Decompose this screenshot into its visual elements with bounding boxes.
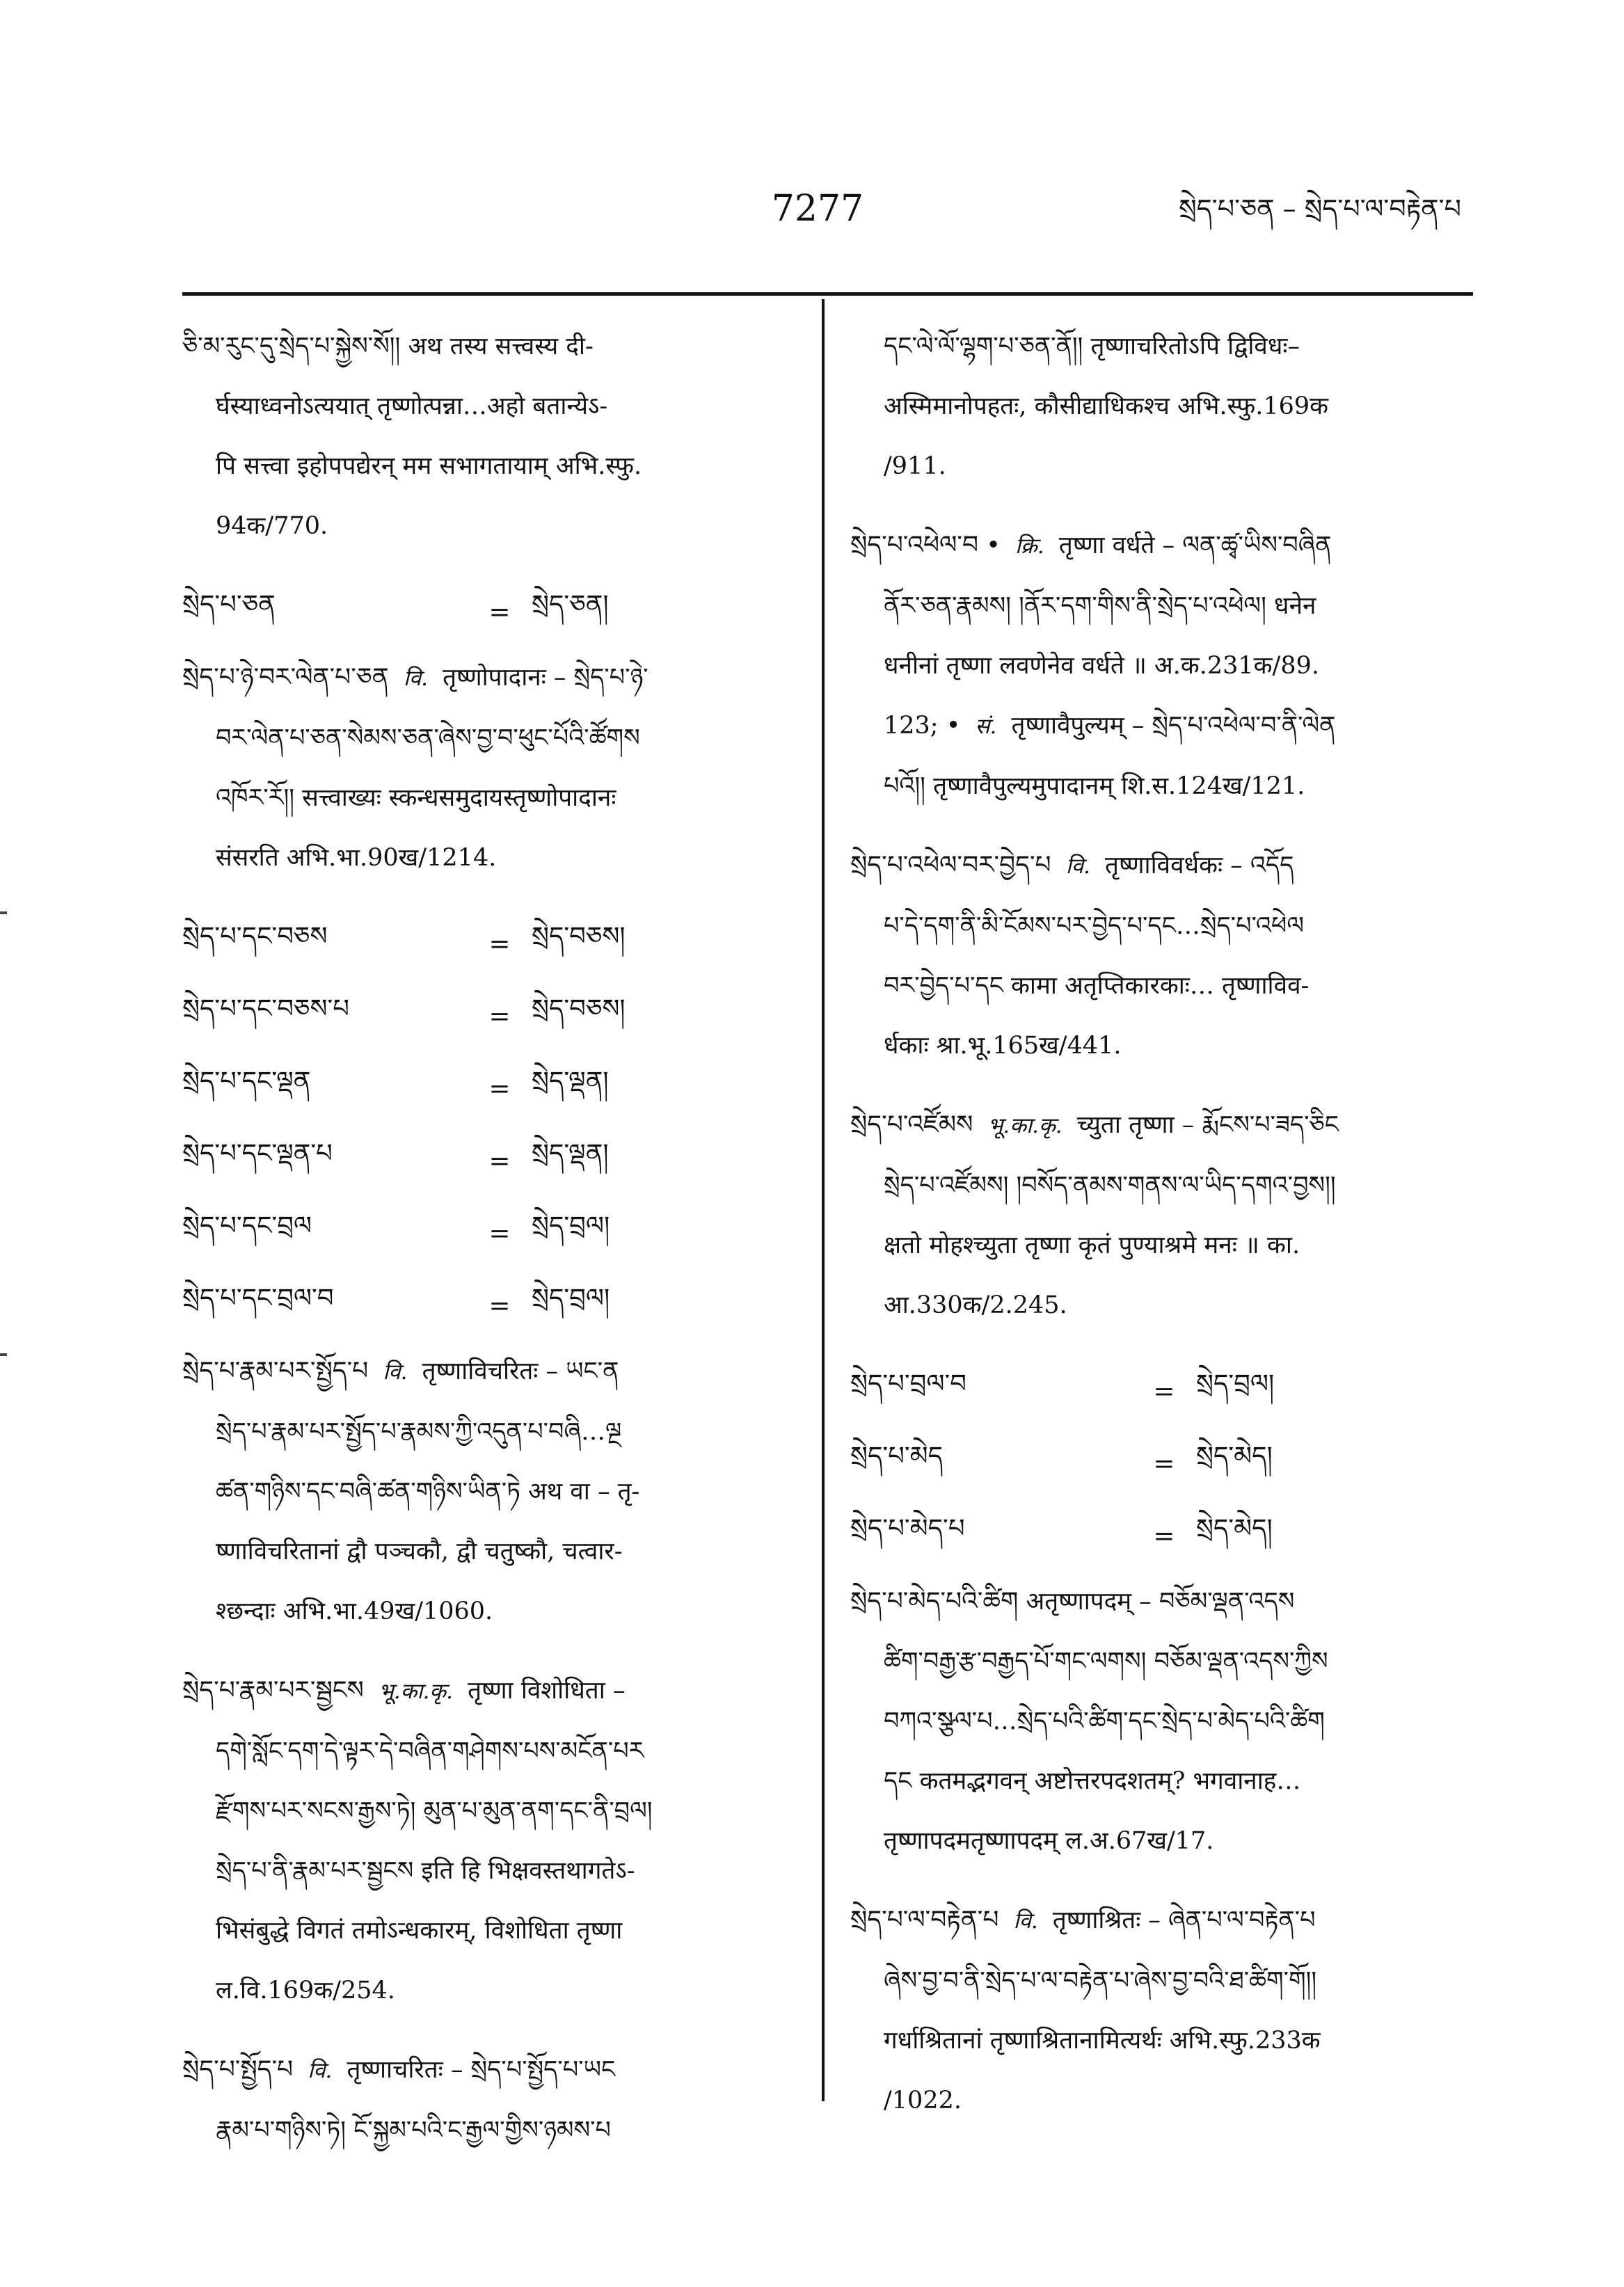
tibetan-citation: ཞེན་པ་ལ་བརྟེན་པ [1168,1906,1316,1934]
equals-sign: = [1153,1520,1175,1551]
dictionary-entry [850,1890,1473,2130]
entry-first-line [850,516,1473,576]
scan-edge-mark-top [0,911,7,914]
running-head: སྲེད་པ་ཅན – སྲེད་པ་ལ་བརྟེན་པ [1179,193,1461,224]
tibetan-citation: ཡང་ན [566,1357,619,1385]
headword: སྲེད་པ་ཉེ་བར་ལེན་པ་ཅན [182,663,389,692]
sanskrit-definition: च्युता तृष्णा – [1076,1111,1195,1139]
entry-line: པའོ།། तृष्णावैपुल्यमुपादानम् शि.स.124ख/121. [884,772,1305,800]
dictionary-entry [850,516,1473,816]
sanskrit-definition: तृष्णावैपुल्यम् – [1011,712,1145,740]
cross-reference-row [182,980,802,1052]
entry-continuation [182,317,802,556]
grammar-label: वि. [1013,1909,1038,1934]
headword: སྲེད་པ་འཛོམས [850,1110,973,1139]
sanskrit-definition: तृष्णोपादानः – [443,664,566,692]
grammar-label: वि. [403,666,428,691]
equals-sign: = [488,1290,511,1321]
entry-line: ཅི་མ་རུང་དུ་སྲེད་པ་སྐྱེས་སོ།། अथ तस्य सत्त्वस्य दी- [182,333,594,360]
entry-line: དགེ་སློང་དག་དེ་ལྟར་དེ་བཞིན་གཤེགས་པས་མངོན་པར [216,1737,644,1765]
grammar-label: भू.का.कृ. [987,1113,1062,1138]
entry-first-line [850,1572,1473,1632]
grammar-label: वि. [308,2058,333,2083]
cross-reference-row [850,1499,1473,1572]
entry-line: आ.330क/2.245. [884,1291,1067,1319]
left-column [182,317,802,2180]
grammar-label: वि. [383,1360,408,1385]
entry-line: अस्मिमानोपहतः, कौसीद्याधिकश्च अभि.स्फु.169क [884,392,1328,420]
headword: སྲེད་པ་མེད་པ [850,1513,965,1543]
entry-line: སྲེད་པ་རྣམ་པར་སྤྱོད་པ་རྣམས་ཀྱི་འདུན་པ་བཞི…ལྔ [216,1418,622,1446]
entry-line: गर्धाश्रितानां तृष्णाश्रितानामित्यर्थः अभि.स्फु.233क [884,2027,1321,2055]
cross-reference-target: སྲེད་ལྡན། [532,1138,609,1168]
sanskrit-definition: तृष्णा विशोधिता – [468,1677,626,1705]
tibetan-citation: སྲེད་པ་ཉེ་ [573,664,648,692]
dictionary-entry [182,1341,802,1641]
tibetan-citation: ལན་ཚྭ་ཡིས་བཞིན [1182,532,1332,559]
equals-sign: = [488,1073,511,1103]
equals-sign: = [488,928,511,959]
entry-line: ཚིག་བརྒྱ་རྩ་བརྒྱད་པོ་གང་ལགས། བཅོམ་ལྡན་འདས་ཀྱིས [884,1648,1328,1675]
entry-line: पि सत्त्वा इहोपपद्येरन् मम सभागतायाम् अभि.स्फु. [216,452,642,480]
grammar-label: वि. [1065,854,1090,879]
sanskrit-definition: तृष्णाचरितः – [347,2056,463,2084]
sanskrit-definition: तृष्णाविवर्धकः – [1105,852,1243,879]
equals-sign: = [488,596,511,627]
page-number: 7277 [771,188,864,230]
entry-line: བཀའ་སྩལ་པ…སྲེད་པའི་ཚིག་དང་སྲེད་པ་མེད་པའི་ཚིག [884,1707,1325,1735]
headword: སྲེད་པ་མེད [850,1441,944,1471]
headword: སྲེད་པ་དང་བཅས [182,921,328,951]
headword: སྲེད་པ་དང་ལྡན་པ [182,1138,333,1168]
entry-line: རྫོགས་པར་སངས་རྒྱས་ཏེ། མུན་པ་མུན་ནག་དང་ནི་བྲལ། [216,1797,653,1825]
entry-line: क्षतो मोहश्च्युता तृष्णा कृतं पुण्याश्रमे मनः ॥ का. [884,1232,1300,1259]
entry-line: तृष्णापदमतृष्णापदम् ल.अ.67ख/17. [884,1827,1214,1855]
entry-line: र्घस्याध्वनोऽत्ययात् तृष्णोत्पन्ना…अहो बतान्येऽ- [216,392,608,420]
entry-line: ष्णाविचरितानां द्वौ पञ्चकौ, द्वौ चतुष्कौ, चत्वार- [216,1538,623,1565]
entry-line: སྲེད་པ་ནི་རྣམ་པར་སྦྱངས इति हि भिक्षवस्तथागतेऽ- [216,1857,635,1885]
tibetan-citation: བཅོམ་ལྡན་འདས [1159,1588,1295,1616]
headword: སྲེད་པ་ཅན [182,589,276,619]
cross-reference-row [182,1197,802,1269]
entry-line: श्छन्दाः अभि.भा.49ख/1060. [216,1597,493,1625]
entry-line: ཞེས་བྱ་བ་ནི་སྲེད་པ་ལ་བརྟེན་པ་ཞེས་བྱ་བའི་ཐ་ཚིག་གོ།། [884,1967,1317,1995]
cross-reference-target: སྲེད་ལྡན། [532,1066,609,1096]
column-divider [822,299,825,2101]
grammar-label: भू.का.कृ. [378,1679,453,1704]
entry-line: རྣམ་པ་གཉིས་ཏེ། ངོ་སྐྱམ་པའི་ང་རྒྱལ་གྱིས་ཉམས་པ [216,2117,611,2144]
cross-reference-row [850,1355,1473,1427]
entry-first-line [182,1341,802,1402]
entry-continuation [850,317,1473,496]
cross-reference-row [182,575,802,648]
reference-continuation: 123; [884,712,939,740]
grammar-label: क्रि. [1015,534,1044,559]
entry-first-line [182,648,802,708]
tibetan-citation: རྨོངས་པ་ཟད་ཅིང [1202,1111,1339,1139]
entry-line: ཚན་གཉིས་དང་བཞི་ཚན་གཉིས་ཡིན་ཏེ अथ वा – तृ- [216,1478,640,1506]
cross-reference-target: སྲེད་བྲལ། [532,1283,610,1313]
entry-line [850,696,1473,756]
headword: སྲེད་པ་རྣམ་པར་སྤྱོད་པ [182,1357,369,1385]
tibetan-citation: འདོད [1250,852,1294,879]
entry-line: धनीनां तृष्णा लवणेनेव वर्धते ॥ अ.क.231क/89. [884,652,1320,680]
cross-reference-list [182,907,802,1341]
sanskrit-definition: तृष्णाश्रितः – [1052,1906,1161,1934]
tibetan-citation: སྲེད་པ་འཕེལ་བ་ནི་ལེན [1152,712,1336,740]
entry-line: ल.वि.169क/254. [216,1977,395,2005]
entry-line: བར་ལེན་པ་ཅན་སེམས་ཅན་ཞེས་བྱ་བ་ཕུང་པོའི་ཚོགས [216,724,640,752]
entry-line: བར་བྱེད་པ་དང कामा अतृप्तिकारकाः… तृष्णाविव- [884,972,1309,1000]
equals-sign: = [1153,1448,1175,1479]
sanskrit-definition: अतृष्णापदम् – [1026,1588,1152,1616]
dictionary-entry [182,2040,802,2160]
headword: སྲེད་པ་དང་བྲལ་བ [182,1283,334,1313]
entry-line: भिसंबुद्धे विगतं तमोऽन्धकारम्, विशोधिता तृष्णा [216,1917,623,1945]
cross-reference-row [182,1269,802,1341]
equals-sign: = [488,1145,511,1176]
cross-reference-list [850,1355,1473,1572]
header-rule [182,292,1473,296]
dictionary-entry [850,1095,1473,1335]
cross-reference-row [182,1124,802,1197]
entry-line: संसरति अभि.भा.90ख/1214. [216,844,497,872]
cross-reference-target: སྲེད་མེད། [1196,1513,1273,1543]
entry-line: པ་དེ་དག་ནི་མི་ངོམས་པར་བྱེད་པ་དང…སྲེད་པ་འཕེལ [884,912,1305,940]
dictionary-entry [182,648,802,888]
entry-line: 94क/770. [216,512,328,540]
scan-edge-mark-bottom [0,1353,7,1356]
headword: སྲེད་པ་རྣམ་པར་སྦྱངས [182,1676,364,1705]
entry-line: སྲེད་པ་འཛོམས། །བསོད་ནམས་གནས་ལ་ཡིད་དགའ་བྱས།། [884,1172,1336,1200]
entry-line: /911. [884,452,946,480]
headword: སྲེད་པ་བྲལ་བ [850,1369,966,1399]
sanskrit-definition: तृष्णा वर्धते – [1058,532,1175,559]
entry-line: ནོར་ཅན་རྣམས། །ནོར་དག་གིས་ནི་སྲེད་པ་འཕེལ། धनेन [884,592,1316,620]
entry-first-line [182,1661,802,1721]
equals-sign: = [1153,1376,1175,1406]
cross-reference-target: སྲེད་བྲལ། [1196,1369,1275,1399]
cross-reference-target: སྲེད་བཅས། [532,994,626,1023]
headword: སྲེད་པ་དང་བྲལ [182,1211,312,1241]
cross-reference-target: སྲེད་མེད། [1196,1441,1273,1471]
entry-line: र्धकाः श्रा.भू.165ख/441. [884,1032,1122,1060]
entry-first-line [850,1890,1473,1951]
headword: སྲེད་པ་ལ་བརྟེན་པ [850,1906,999,1934]
equals-sign: = [488,1218,511,1248]
dictionary-entry [850,1572,1473,1871]
entry-first-line [850,836,1473,896]
cross-reference-row [182,907,802,980]
sanskrit-definition: तृष्णाविचरितः – [422,1357,559,1385]
entry-line: དང་ལེ་ལོ་ལྷག་པ་ཅན་ནོ།། तृष्णाचरितोऽपि द्विविधः– [884,333,1300,360]
headword: སྲེད་པ་དང་བཅས་པ [182,994,349,1023]
headword: སྲེད་པ་མེད་པའི་ཚིག [850,1587,1019,1616]
tibetan-citation: སྲེད་པ་སྤྱོད་པ་ཡང [470,2056,616,2084]
entry-line: འཁོར་རོ།། सत्त्वाख्यः स्कन्धसमुदायस्तृष्णोपादानः [216,784,616,812]
entry-first-line [182,2040,802,2101]
equals-sign: = [488,1001,511,1031]
dictionary-entry [182,1661,802,2021]
headword: སྲེད་པ་དང་ལྡན [182,1066,311,1096]
cross-reference-row [850,1427,1473,1499]
grammar-label: सं. [975,714,997,739]
cross-reference-target: སྲེད་ཅན། [532,589,609,619]
bullet: • [946,712,961,740]
dictionary-entry [850,836,1473,1076]
cross-reference-target: སྲེད་བྲལ། [532,1211,610,1241]
entry-line: དང कतमद्भगवन् अष्टोत्तरपदशतम्? भगवानाह… [884,1767,1301,1795]
headword: སྲེད་པ་འཕེལ་བ [850,531,979,559]
headword: སྲེད་པ་འཕེལ་བར་བྱེད་པ [850,851,1051,879]
bullet: • [986,532,1001,559]
entry-line: /1022. [884,2087,962,2114]
right-column [850,317,1473,2150]
headword: སྲེད་པ་སྤྱོད་པ [182,2055,294,2084]
cross-reference-row [182,1052,802,1124]
cross-reference-target: སྲེད་བཅས། [532,921,626,951]
entry-first-line [850,1095,1473,1156]
